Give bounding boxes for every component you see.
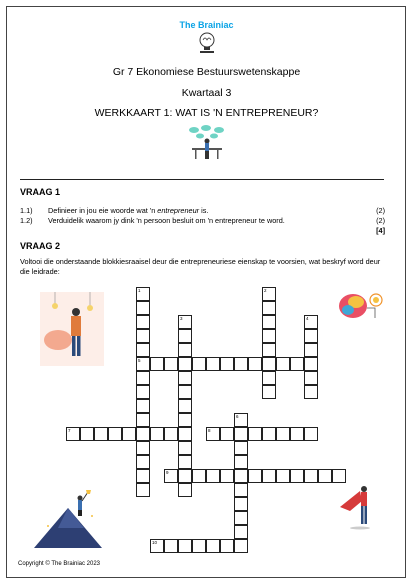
crossword-cell[interactable] [136,455,150,469]
section-divider [20,179,384,180]
person-with-lightbulbs-illustration [40,292,104,366]
crossword-cell[interactable] [178,329,192,343]
crossword-cell[interactable] [136,483,150,497]
crossword-cell[interactable] [234,539,248,553]
crossword-cell[interactable] [164,539,178,553]
crossword-cell[interactable] [262,357,276,371]
crossword-cell[interactable] [164,357,178,371]
crossword-cell[interactable] [178,343,192,357]
crossword-cell[interactable] [276,427,290,441]
crossword-cell[interactable] [136,413,150,427]
crossword-cell[interactable] [178,399,192,413]
crossword-cell[interactable] [234,455,248,469]
clue-number: 7 [68,428,71,433]
crossword-cell[interactable] [234,413,248,427]
crossword-cell[interactable] [234,497,248,511]
crossword-cell[interactable] [80,427,94,441]
crossword-cell[interactable] [94,427,108,441]
crossword-cell[interactable] [178,385,192,399]
crossword-cell[interactable] [262,301,276,315]
crossword-cell[interactable] [136,315,150,329]
crossword-cell[interactable] [178,371,192,385]
crossword-cell[interactable] [136,343,150,357]
crossword-cell[interactable] [234,483,248,497]
crossword-cell[interactable] [304,315,318,329]
q1-item-1-number: 1.1) [20,206,33,215]
superhero-illustration [336,481,382,531]
crossword-cell[interactable] [304,385,318,399]
crossword-cell[interactable] [178,427,192,441]
clue-number: 8 [208,428,211,433]
crossword-cell[interactable] [262,287,276,301]
crossword-cell[interactable] [192,469,206,483]
crossword-cell[interactable] [234,469,248,483]
crossword-cell[interactable] [136,287,150,301]
crossword-cell[interactable] [136,301,150,315]
crossword-cell[interactable] [290,427,304,441]
clue-number: 9 [166,470,169,475]
crossword-cell[interactable] [108,427,122,441]
crossword-cell[interactable] [206,469,220,483]
crossword-cell[interactable] [136,469,150,483]
brain-gears-illustration [336,290,384,324]
crossword-cell[interactable] [178,441,192,455]
crossword-cell[interactable] [304,357,318,371]
crossword-cell[interactable] [178,469,192,483]
q1-item-2-marks: (2) [376,216,385,225]
crossword-cell[interactable] [150,427,164,441]
question-2-heading: VRAAG 2 [20,241,61,251]
crossword-cell[interactable] [164,427,178,441]
crossword-cell[interactable] [290,357,304,371]
crossword-cell[interactable] [318,469,332,483]
crossword-cell[interactable] [220,357,234,371]
crossword-cell[interactable] [136,329,150,343]
crossword-cell[interactable] [262,469,276,483]
worksheet-title: WERKKAART 1: WAT IS 'N ENTREPRENEUR? [94,107,319,119]
crossword-cell[interactable] [206,539,220,553]
crossword-cell[interactable] [220,427,234,441]
clue-number: 10 [152,540,158,545]
crossword-cell[interactable] [178,455,192,469]
brand-name: The Brainiac [179,20,234,30]
crossword-cell[interactable] [178,539,192,553]
crossword-cell[interactable] [304,427,318,441]
q1-item-2-number: 1.2) [20,216,33,225]
crossword-cell[interactable] [136,399,150,413]
crossword-cell[interactable] [66,427,80,441]
clue-number: 4 [306,316,309,321]
clue-number: 1 [138,288,141,293]
crossword-cell[interactable] [234,525,248,539]
crossword-cell[interactable] [304,469,318,483]
crossword-cell[interactable] [248,357,262,371]
crossword-cell[interactable] [304,343,318,357]
person-on-summit-with-trophy-illustration [28,486,108,548]
crossword-cell[interactable] [150,357,164,371]
crossword-cell[interactable] [234,511,248,525]
question-2-instruction: Voltooi die onderstaande blokkiesraaisel deur die entrepreneuriese eienskap te voorsien, wat beskryf word deur die leidrade: [20,257,381,276]
term-label: Kwartaal 3 [181,87,232,99]
clue-number: 5 [138,358,141,363]
crossword-cell[interactable] [178,483,192,497]
crossword-cell[interactable] [234,441,248,455]
crossword-cell[interactable] [304,329,318,343]
subject-title: Gr 7 Ekonomiese Bestuurswetenskappe [112,66,301,78]
crossword-cell[interactable] [178,315,192,329]
crossword-cell[interactable] [262,427,276,441]
clue-number: 2 [264,288,267,293]
crossword-cell[interactable] [206,427,220,441]
crossword-cell[interactable] [192,539,206,553]
q1-item-1-text: Definieer in jou eie woorde wat 'n entrepreneur is. [48,206,209,215]
crossword-cell[interactable] [206,357,220,371]
clue-number: 3 [180,316,183,321]
crossword-cell[interactable] [248,427,262,441]
crossword-cell[interactable] [220,539,234,553]
crossword-cell[interactable] [290,469,304,483]
crossword-cell[interactable] [136,385,150,399]
crossword-cell[interactable] [262,385,276,399]
q1-item-1-marks: (2) [376,206,385,215]
crossword-cell[interactable] [304,371,318,385]
crossword-cell[interactable] [136,357,150,371]
clue-number: 6 [236,414,239,419]
crossword-cell[interactable] [276,469,290,483]
crossword-cell[interactable] [122,427,136,441]
crossword-cell[interactable] [262,371,276,385]
crossword-cell[interactable] [276,357,290,371]
question-1-heading: VRAAG 1 [20,187,61,197]
crossword-cell[interactable] [150,539,164,553]
crossword-cell[interactable] [234,357,248,371]
crossword-cell[interactable] [248,469,262,483]
q1-total-marks: [4] [376,226,385,235]
crossword-cell[interactable] [136,371,150,385]
brain-lightbulb-logo-icon [196,31,218,55]
crossword-cell[interactable] [262,329,276,343]
crossword-cell[interactable] [192,357,206,371]
copyright-notice: Copyright © The Brainiac 2023 [18,561,101,567]
crossword-cell[interactable] [234,427,248,441]
q1-item-2-text: Verduidelik waarom jy dink 'n persoon besluit om 'n entrepreneur te word. [48,216,285,225]
person-at-desk-illustration [186,124,228,160]
crossword-cell[interactable] [136,427,150,441]
crossword-cell[interactable] [262,343,276,357]
crossword-cell[interactable] [164,469,178,483]
crossword-cell[interactable] [178,413,192,427]
crossword-cell[interactable] [220,469,234,483]
crossword-cell[interactable] [136,441,150,455]
crossword-cell[interactable] [178,357,192,371]
crossword-cell[interactable] [262,315,276,329]
